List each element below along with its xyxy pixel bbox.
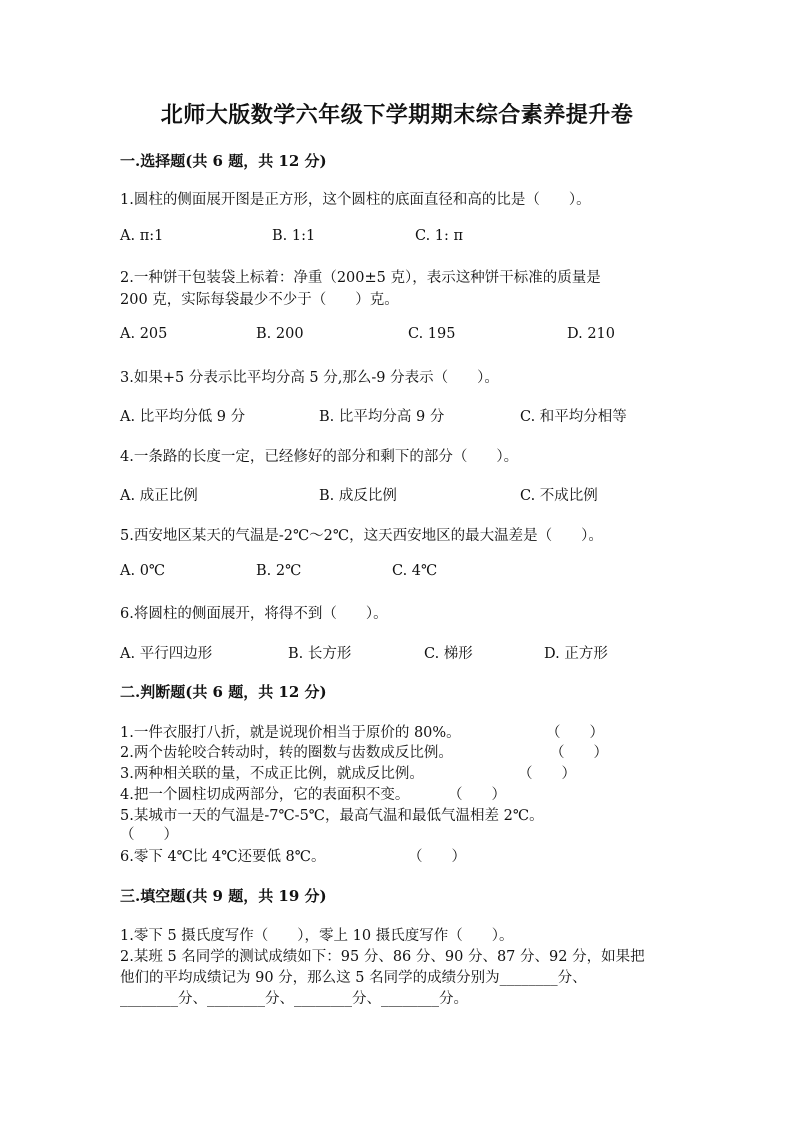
judge-item-4-bracket: （ ） (448, 787, 506, 803)
judge-item-4: 4.把一个圆柱切成两部分，它的表面积不变。 (120, 787, 410, 803)
choice-question-6: 6.将圆柱的侧面展开，将得不到（ ）。 (120, 606, 388, 622)
judge-item-2-bracket: （ ） (550, 745, 608, 761)
section-heading-choice: 一.选择题(共 6 题，共 12 分) (120, 152, 327, 170)
judge-item-3: 3.两种相关联的量，不成正比例，就成反比例。 (120, 766, 424, 782)
fill-question-2-line-3: ________分、________分、________分、________分。 (120, 991, 468, 1007)
judge-item-3-bracket: （ ） (518, 766, 576, 782)
judge-item-1: 1.一件衣服打八折，就是说现价相当于原价的 80%。 (120, 725, 461, 741)
choice-q4-option-c: C. 不成比例 (520, 488, 598, 504)
choice-q4-option-b: B. 成反比例 (319, 488, 397, 504)
choice-q6-option-c: C. 梯形 (424, 646, 473, 662)
choice-q5-option-c: C. 4℃ (392, 563, 438, 579)
choice-q2-option-b: B. 200 (256, 326, 304, 342)
choice-question-5: 5.西安地区某天的气温是-2℃～2℃，这天西安地区的最大温差是（ ）。 (120, 528, 603, 544)
judge-item-6-bracket: （ ） (408, 849, 466, 865)
fill-question-2-line-2: 他们的平均成绩记为 90 分，那么这 5 名同学的成绩分别为________分、 (120, 970, 587, 986)
section-heading-fill: 三.填空题(共 9 题，共 19 分) (120, 887, 327, 905)
choice-q1-option-a: A. π:1 (120, 228, 164, 244)
choice-question-4: 4.一条路的长度一定，已经修好的部分和剩下的部分（ ）。 (120, 449, 519, 465)
choice-question-1: 1.圆柱的侧面展开图是正方形，这个圆柱的底面直径和高的比是（ ）。 (120, 192, 591, 208)
choice-q1-option-b: B. 1:1 (272, 228, 316, 244)
choice-question-3: 3.如果+5 分表示比平均分高 5 分,那么-9 分表示（ ）。 (120, 370, 499, 386)
section-heading-judge: 二.判断题(共 6 题，共 12 分) (120, 683, 327, 701)
choice-q3-option-c: C. 和平均分相等 (520, 409, 627, 425)
judge-item-5: 5.某城市一天的气温是-7℃-5℃，最高气温和最低气温相差 2℃。 (120, 808, 544, 824)
choice-q2-option-a: A. 205 (120, 326, 168, 342)
choice-q2-option-d: D. 210 (567, 326, 616, 342)
choice-question-2-line-2: 200 克，实际每袋最少不少于（ ）克。 (120, 292, 399, 308)
fill-question-1: 1.零下 5 摄氏度写作（ ），零上 10 摄氏度写作（ ）。 (120, 928, 514, 944)
judge-item-1-bracket: （ ） (546, 725, 604, 741)
judge-item-2: 2.两个齿轮咬合转动时，转的圈数与齿数成反比例。 (120, 745, 453, 761)
choice-question-2-line-1: 2.一种饼干包装袋上标着：净重（200±5 克），表示这种饼干标准的质量是 (120, 270, 601, 286)
choice-q5-option-b: B. 2℃ (256, 563, 302, 579)
choice-q4-option-a: A. 成正比例 (120, 488, 198, 504)
choice-q6-option-a: A. 平行四边形 (120, 646, 213, 662)
judge-item-5-bracket: （ ） (120, 827, 178, 843)
choice-q3-option-a: A. 比平均分低 9 分 (120, 409, 246, 425)
choice-q2-option-c: C. 195 (408, 326, 456, 342)
exam-title: 北师大版数学六年级下学期期末综合素养提升卷 (160, 102, 634, 128)
choice-q6-option-b: B. 长方形 (288, 646, 352, 662)
choice-q5-option-a: A. 0℃ (120, 563, 166, 579)
judge-item-6: 6.零下 4℃比 4℃还要低 8℃。 (120, 849, 326, 865)
choice-q3-option-b: B. 比平均分高 9 分 (319, 409, 445, 425)
choice-q1-option-c: C. 1: π (415, 228, 464, 244)
choice-q6-option-d: D. 正方形 (544, 646, 608, 662)
fill-question-2-line-1: 2.某班 5 名同学的测试成绩如下：95 分、86 分、90 分、87 分、92 分，如果把 (120, 949, 645, 965)
